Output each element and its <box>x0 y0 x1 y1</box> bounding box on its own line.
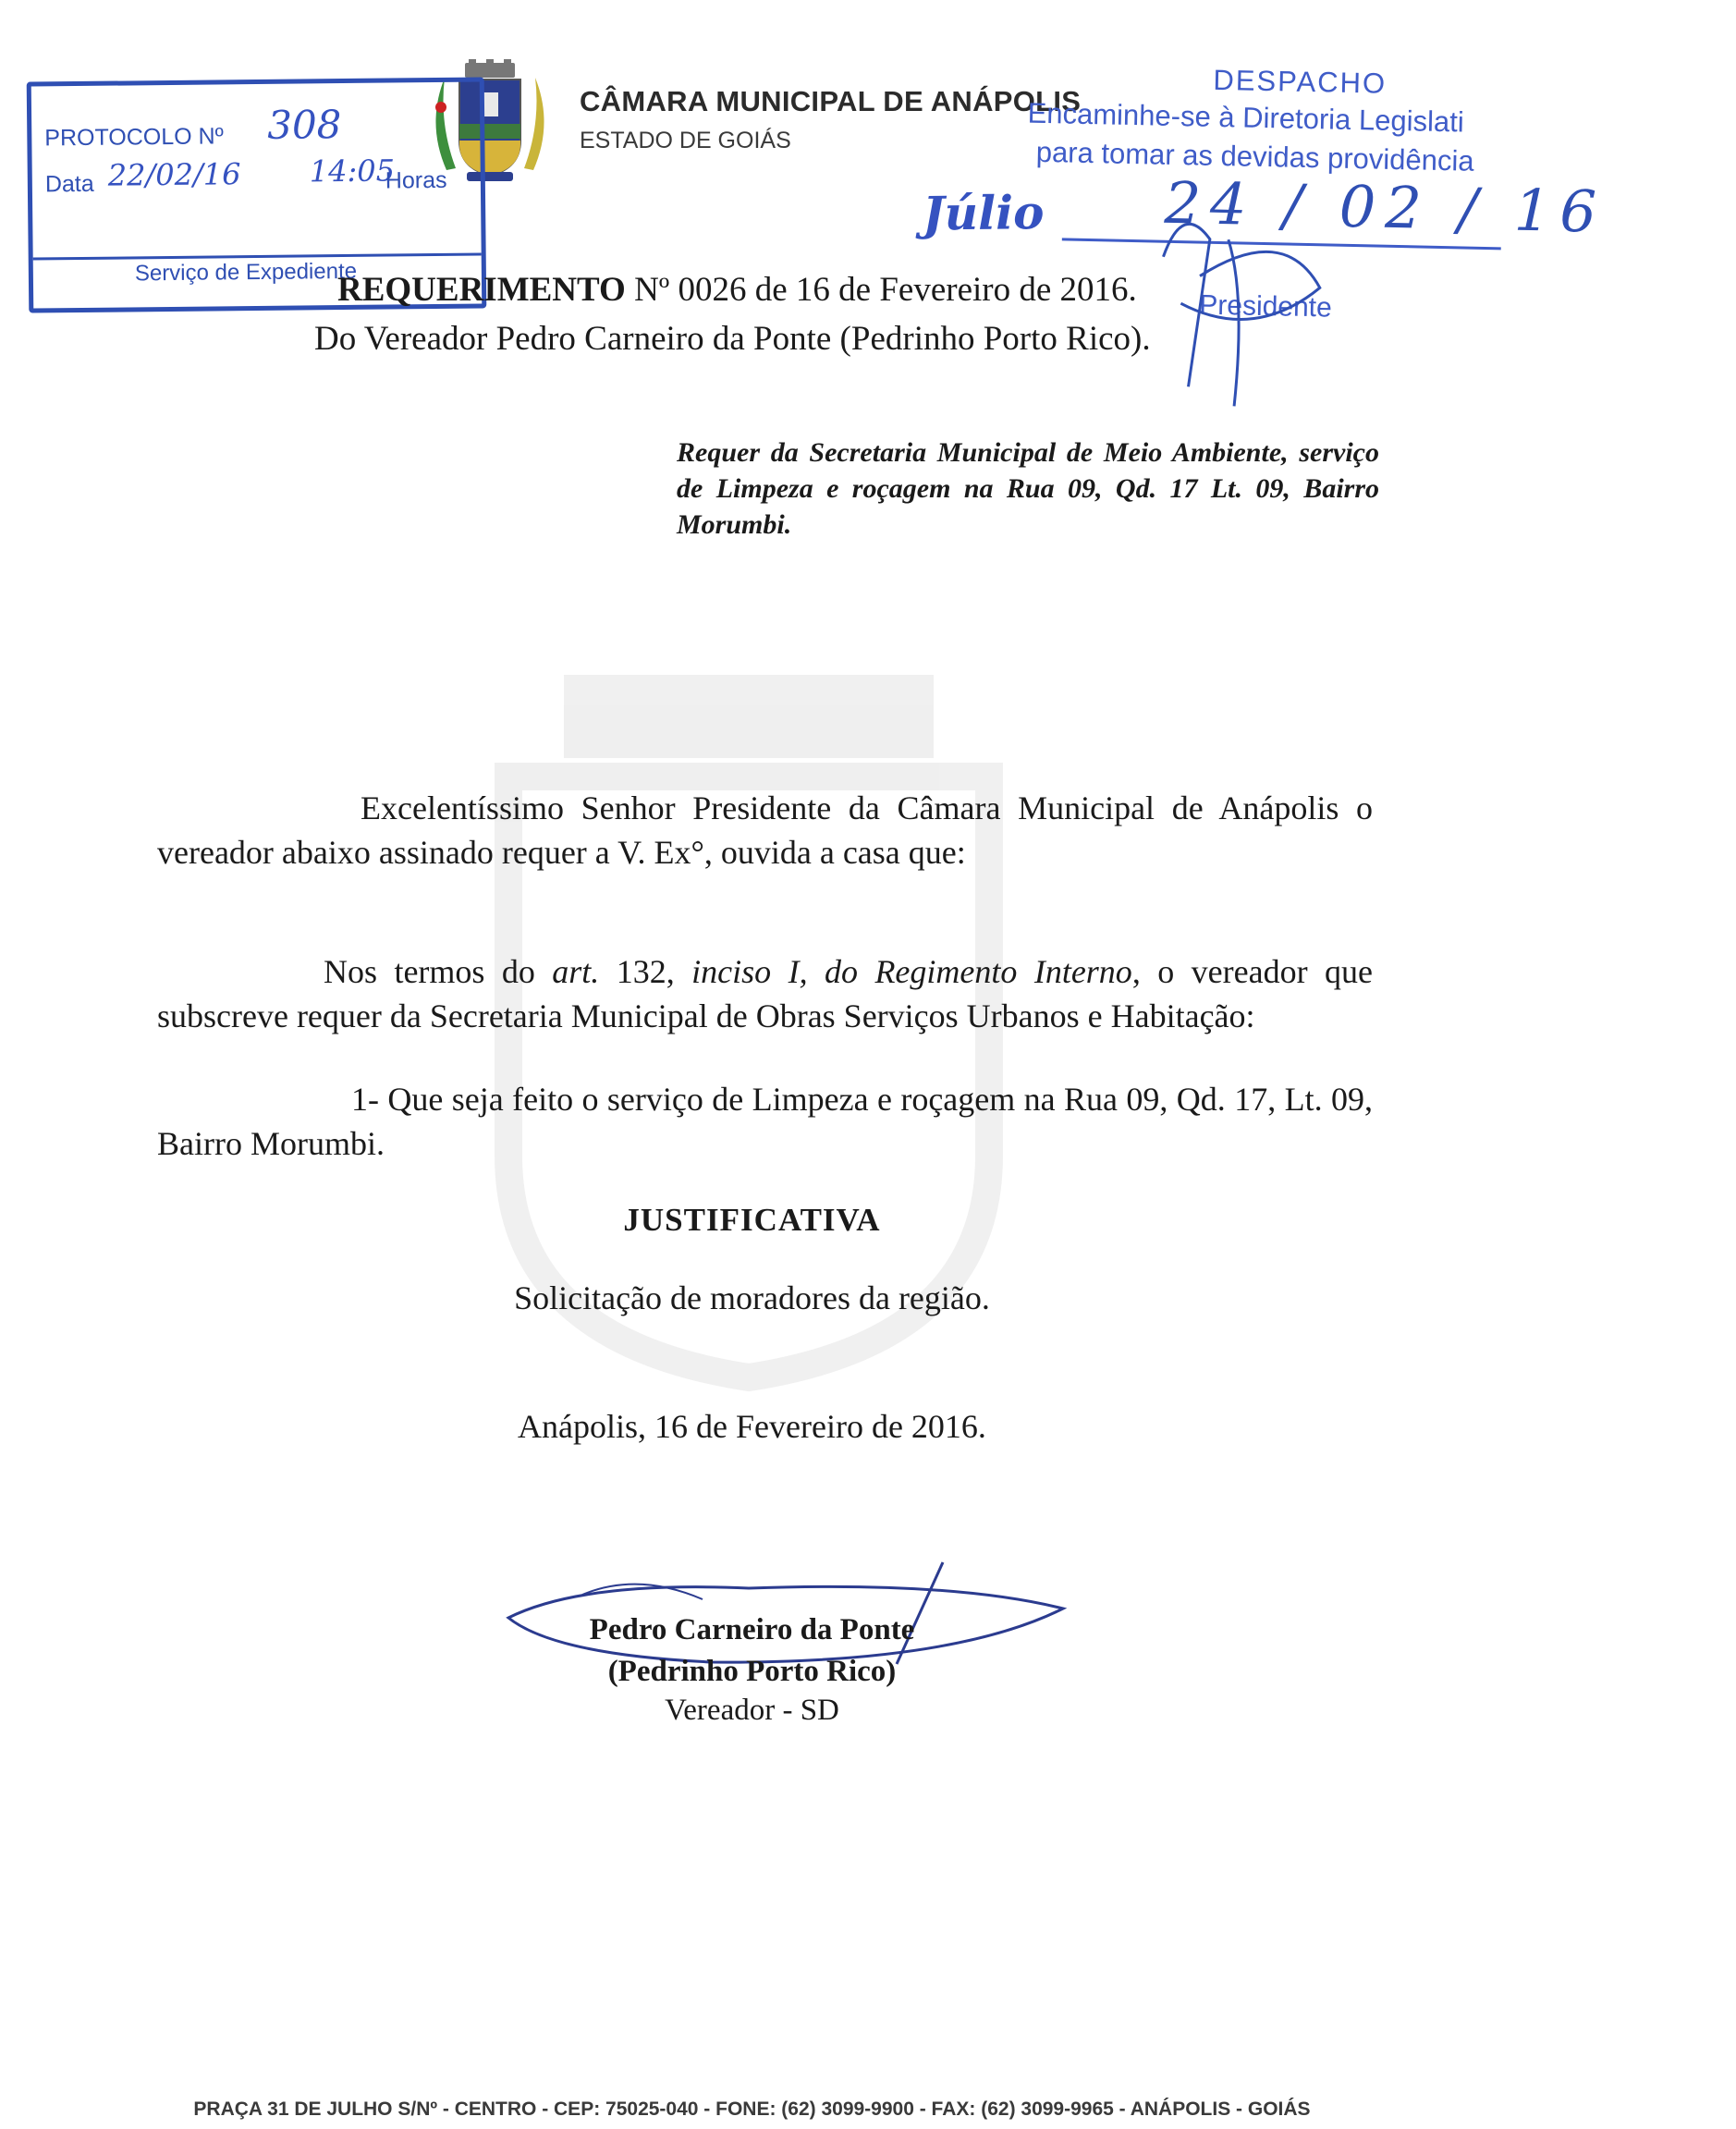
place-date: Anápolis, 16 de Fevereiro de 2016. <box>518 1408 986 1445</box>
despacho-line-1: Encaminhe-se à Diretoria Legislati <box>1027 96 1465 139</box>
footer-address: PRAÇA 31 DE JULHO S/Nº - CENTRO - CEP: 75025-040 - FONE: (62) 3099-9900 - FAX: (62) 3099-9965 - ANÁPOLIS - GOIÁS <box>193 2098 1311 2120</box>
despacho-signer-label: Presidente <box>1199 289 1333 324</box>
org-state: ESTADO DE GOIÁS <box>580 128 791 153</box>
p2-before: Nos termos do <box>324 953 553 990</box>
document-type: REQUERIMENTO <box>337 271 626 309</box>
protocol-label: PROTOCOLO Nº <box>44 123 224 152</box>
protocol-number: 308 <box>266 102 342 148</box>
date-label: Data <box>44 170 94 198</box>
p2-regiment: inciso I, do Regimento Interno <box>691 953 1132 990</box>
p2-article: art. <box>552 953 600 990</box>
p2-number: 132, <box>599 953 692 990</box>
document-number-date: Nº 0026 de 16 de Fevereiro de 2016. <box>625 271 1137 309</box>
service-label: Serviço de Expediente <box>134 258 358 287</box>
p2-after: , o vereador que subscreve requer da Secretaria Municipal de Obras Serviços Urbanos e Habitação: <box>157 953 1373 1034</box>
signer-role: Vereador - SD <box>665 1694 839 1727</box>
greeting-paragraph: Excelentíssimo Senhor Presidente da Câmara Municipal de Anápolis o vereador abaixo assinado requer a V. Ex°, ouvida a casa que: <box>157 789 1373 871</box>
document-summary: Requer da Secretaria Municipal de Meio Ambiente, serviço de Limpeza e roçagem na Rua 09, Qd. 17 Lt. 09, Bairro Morumbi. <box>677 437 1379 540</box>
justification-text: Solicitação de moradores da região. <box>514 1279 990 1316</box>
signer-nickname: (Pedrinho Porto Rico) <box>607 1655 897 1688</box>
request-item-1: 1- Que seja feito o serviço de Limpeza e roçagem na Rua 09, Qd. 17, Lt. 09, Bairro Morumbi. <box>157 1081 1373 1162</box>
legal-basis-paragraph <box>157 949 1373 1038</box>
hours-label: Horas <box>385 166 447 194</box>
despacho-title: DESPACHO <box>1213 63 1388 100</box>
despacho-line-2: para tomar as devidas providência <box>1035 135 1474 177</box>
document-title <box>337 270 1137 310</box>
time-value: 14:05 <box>309 153 396 190</box>
document-author: Do Vereador Pedro Carneiro da Ponte (Pedrinho Porto Rico). <box>314 320 1151 358</box>
despacho-date: 24 / 02 / 16 <box>1163 168 1607 246</box>
date-value: 22/02/16 <box>107 156 241 193</box>
despacho-signature-icon <box>1142 201 1331 417</box>
justification-title: JUSTIFICATIVA <box>623 1202 881 1238</box>
protocol-signature: Júlio <box>922 185 1045 241</box>
signer-name: Pedro Carneiro da Ponte <box>589 1613 915 1646</box>
org-name: CÂMARA MUNICIPAL DE ANÁPOLIS <box>580 85 1082 117</box>
